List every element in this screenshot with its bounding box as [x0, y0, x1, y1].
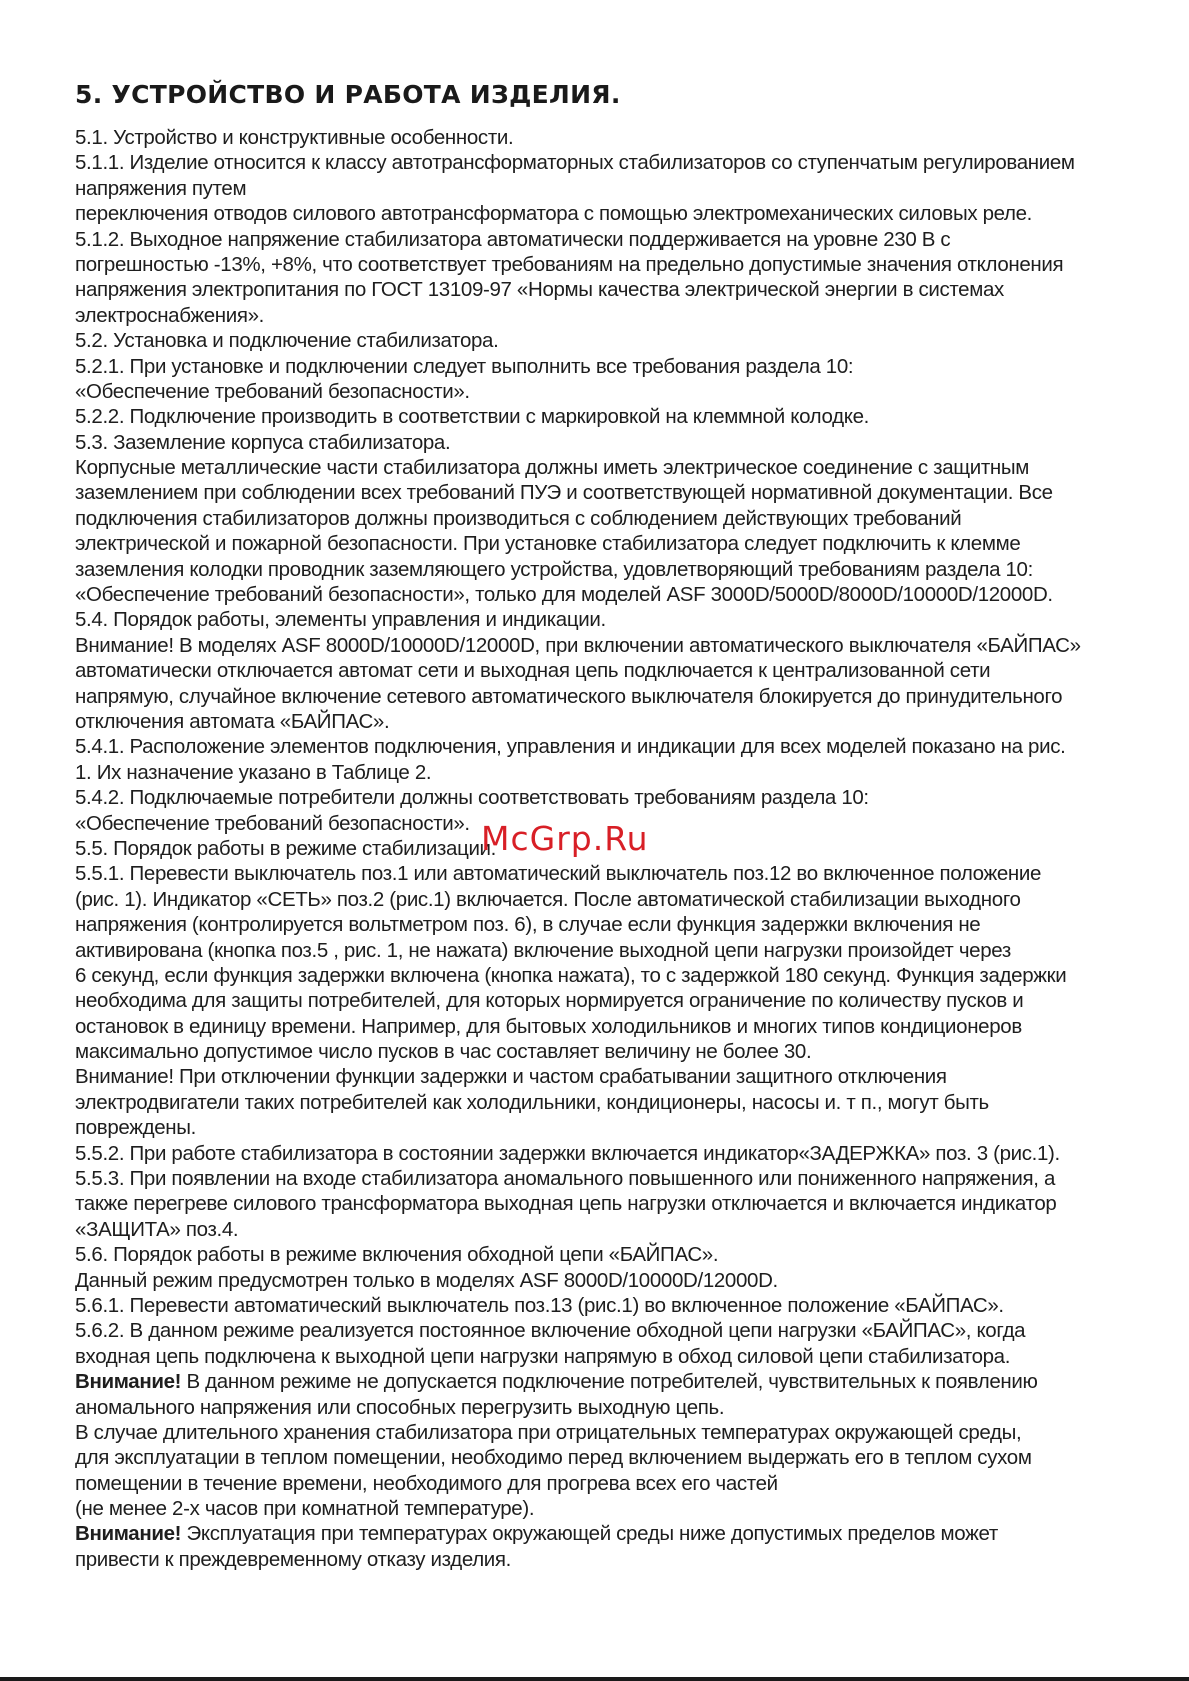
- text-line: 5.4.2. Подключаемые потребители должны соответствовать требованиям раздела 10:: [75, 786, 869, 810]
- text-line: электродвигатели таких потребителей как холодильники, кондиционеры, насосы и. т п., могут быть: [75, 1090, 989, 1114]
- text-line: остановок в единицу времени. Например, для бытовых холодильников и многих типов кондиционеров: [75, 1014, 1022, 1038]
- watermark-logo: McGrp.Ru: [481, 819, 649, 858]
- text-line: 5.5. Порядок работы в режиме стабилизации.: [75, 836, 497, 860]
- text-line: отключения автомата «БАЙПАС».: [75, 709, 390, 733]
- warning-text: В данном режиме не допускается подключение потребителей, чувствительных к появлению: [181, 1370, 1038, 1394]
- text-line: автоматически отключается автомат сети и выходная цепь подключается к централизованной сети: [75, 659, 991, 683]
- text-line: 5.5.1. Перевести выключатель поз.1 или автоматический выключатель поз.12 во включенное положение: [75, 862, 1042, 886]
- storage-line: помещении в течение времени, необходимого для прогрева всех его частей: [75, 1471, 778, 1495]
- text-line: напрямую, случайное включение сетевого автоматического выключателя блокируется до принудительного: [75, 684, 1063, 708]
- text-line: 5.5.3. При появлении на входе стабилизатора аномального повышенного или пониженного напряжения, а: [75, 1167, 1056, 1191]
- text-line: также перегреве силового трансформатора выходная цепь нагрузки отключается и включается индикатор: [75, 1192, 1057, 1216]
- text-line: активирована (кнопка поз.5 , рис. 1, не нажата) включение выходной цепи нагрузки произойдет через: [75, 938, 1011, 962]
- text-line: электроснабжения».: [75, 303, 265, 327]
- text-line: 5.5.2. При работе стабилизатора в состоянии задержки включается индикатор«ЗАДЕРЖКА» поз. 3 (рис.1).: [75, 1141, 1060, 1165]
- bottom-rule: [0, 1677, 1189, 1681]
- storage-line: для эксплуатации в теплом помещении, необходимо перед включением выдержать его в теплом сухом: [75, 1446, 1032, 1470]
- text-line: Внимание! При отключении функции задержки и частом срабатывании защитного отключения: [75, 1065, 947, 1089]
- text-line: 5.1. Устройство и конструктивные особенности.: [75, 126, 514, 149]
- text-line: «Обеспечение требований безопасности», только для моделей ASF 3000D/5000D/8000D/10000D/12000D.: [75, 583, 1053, 607]
- text-line: напряжения электропитания по ГОСТ 13109-97 «Нормы качества электрической энергии в системах: [75, 278, 1004, 302]
- text-line: 5.1.1. Изделие относится к классу автотрансформаторных стабилизаторов со ступенчатым регулированием: [75, 151, 1075, 175]
- text-line: 5.2.2. Подключение производить в соответствии с маркировкой на клеммной колодке.: [75, 405, 869, 429]
- text-line: 5.2. Установка и подключение стабилизатора.: [75, 329, 499, 353]
- text-line: Корпусные металлические части стабилизатора должны иметь электрическое соединение с защитным: [75, 456, 1030, 480]
- text-line: 5.6.1. Перевести автоматический выключатель поз.13 (рис.1) во включенное положение «БАЙПАС».: [75, 1293, 1004, 1317]
- text-line: «Обеспечение требований безопасности».: [75, 379, 470, 403]
- text-line: 5.3. Заземление корпуса стабилизатора.: [75, 430, 451, 454]
- text-line: 5.1.2. Выходное напряжение стабилизатора автоматически поддерживается на уровне 230 В с: [75, 227, 951, 251]
- text-line: Данный режим предусмотрен только в моделях ASF 8000D/10000D/12000D.: [75, 1268, 778, 1292]
- text-line: 6 секунд, если функция задержки включена (кнопка нажата), то с задержкой 180 секунд. Функция задержки: [75, 963, 1067, 987]
- text-line: 5.2.1. При установке и подключении следует выполнить все требования раздела 10:: [75, 354, 854, 378]
- text-line: напряжения (контролируется вольтметром поз. 6), в случае если функция задержки включения не: [75, 913, 981, 937]
- storage-line: В случае длительного хранения стабилизатора при отрицательных температурах окружающей среды,: [75, 1420, 1022, 1444]
- text-line: Внимание! В моделях ASF 8000D/10000D/12000D, при включении автоматического выключателя «БАЙПАС»: [75, 633, 1081, 657]
- warning-label: Внимание!: [75, 1370, 182, 1394]
- text-line: входная цепь подключена к выходной цепи нагрузки напрямую в обход силовой цепи стабилизатора.: [75, 1344, 1011, 1368]
- text-line: заземлением при соблюдении всех требований ПУЭ и соответствующей нормативной документации. Все: [75, 481, 1053, 505]
- text-line: погрешностью -13%, +8%, что соответствует требованиям на предельно допустимые значения отклонения: [75, 252, 1064, 276]
- paragraph-lines: [75, 125, 1155, 1369]
- text-line: заземления колодки проводник заземляющего устройства, удовлетворяющий требованиям раздела 10:: [75, 557, 1033, 581]
- text-line: (рис. 1). Индикатор «СЕТЬ» поз.2 (рис.1) включается. После автоматической стабилизации выходного: [75, 887, 1021, 911]
- text-line: «ЗАЩИТА» поз.4.: [75, 1217, 239, 1241]
- warning-text: Эксплуатация при температурах окружающей среды ниже допустимых пределов может: [181, 1522, 998, 1546]
- text-line: 1. Их назначение указано в Таблице 2.: [75, 760, 432, 784]
- section-heading: 5. УСТРОЙСТВО И РАБОТА ИЗДЕЛИЯ.: [75, 80, 621, 109]
- text-line: переключения отводов силового автотрансформатора с помощью электромеханических силовых реле.: [75, 202, 1033, 226]
- text-line: 5.6. Порядок работы в режиме включения обходной цепи «БАЙПАС».: [75, 1243, 719, 1267]
- text-line: максимально допустимое число пусков в час составляет величину не более 30.: [75, 1040, 812, 1064]
- warning-line: аномального напряжения или способных перегрузить выходную цепь.: [75, 1395, 725, 1419]
- text-line: 5.4.1. Расположение элементов подключения, управления и индикации для всех моделей показано на рис.: [75, 735, 1066, 759]
- warning-line: привести к преждевременному отказу изделия.: [75, 1547, 512, 1571]
- warning-line: [75, 1521, 1155, 1546]
- storage-line: (не менее 2-х часов при комнатной температуре).: [75, 1497, 535, 1521]
- text-line: напряжения путем: [75, 176, 247, 200]
- warning-line: [75, 1369, 1155, 1394]
- text-line: необходима для защиты потребителей, для которых нормируется ограничение по количеству пусков и: [75, 989, 1024, 1013]
- warning-label: Внимание!: [75, 1522, 182, 1546]
- text-line: 5.6.2. В данном режиме реализуется постоянное включение обходной цепи нагрузки «БАЙПАС», когда: [75, 1319, 1026, 1343]
- text-line: повреждены.: [75, 1116, 196, 1140]
- text-line: подключения стабилизаторов должны производиться с соблюдением действующих требований: [75, 506, 962, 530]
- text-line: «Обеспечение требований безопасности».: [75, 811, 470, 835]
- text-line: 5.4. Порядок работы, элементы управления и индикации.: [75, 608, 606, 632]
- text-line: электрической и пожарной безопасности. При установке стабилизатора следует подключить к клемме: [75, 532, 1021, 556]
